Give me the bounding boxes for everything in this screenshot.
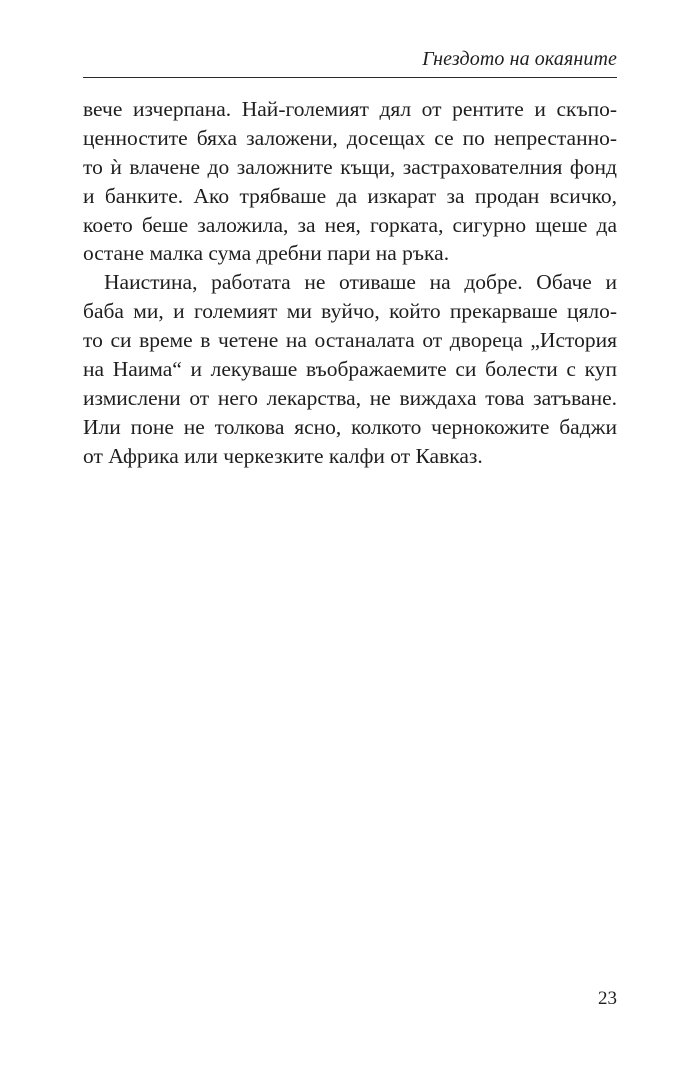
text-line: остане малка сума дребни пари на ръка. xyxy=(83,241,450,266)
text-line: баба ми, и големият ми вуйчо, който прекарваше цяло- xyxy=(83,299,617,324)
text-line: Наистина, работата не отиваше на добре. Обаче и xyxy=(104,270,617,295)
header-rule xyxy=(83,77,617,78)
text-line: Или поне не толкова ясно, колкото чернокожите баджи xyxy=(83,414,617,439)
text-line: на Наима“ и лекуваше въображаемите си болести с куп xyxy=(83,357,617,382)
page-number: 23 xyxy=(598,988,617,1009)
text-line: което беше заложила, за нея, горката, сигурно щеше да xyxy=(83,212,617,237)
text-line: измислени от него лекарства, не виждаха това затъване. xyxy=(83,385,617,410)
paragraph-1 xyxy=(83,95,617,268)
text-line: то ѝ влачене до заложните къщи, застрахователния фонд xyxy=(83,154,617,179)
page-header xyxy=(83,38,617,78)
text-line: от Африка или черкезките калфи от Кавказ. xyxy=(83,443,483,468)
running-title: Гнездото на окаяните xyxy=(422,48,617,70)
text-line: то си време в четене на останалата от двореца „История xyxy=(83,328,617,353)
body-text xyxy=(83,95,617,471)
text-line: ценностите бяха заложени, досещах се по непрестанно- xyxy=(83,125,617,150)
paragraph-2 xyxy=(83,268,617,470)
text-line: вече изчерпана. Най-големият дял от рентите и скъпо- xyxy=(83,97,617,121)
text-line: и банките. Ако трябваше да изкарат за продан всичко, xyxy=(83,183,617,208)
